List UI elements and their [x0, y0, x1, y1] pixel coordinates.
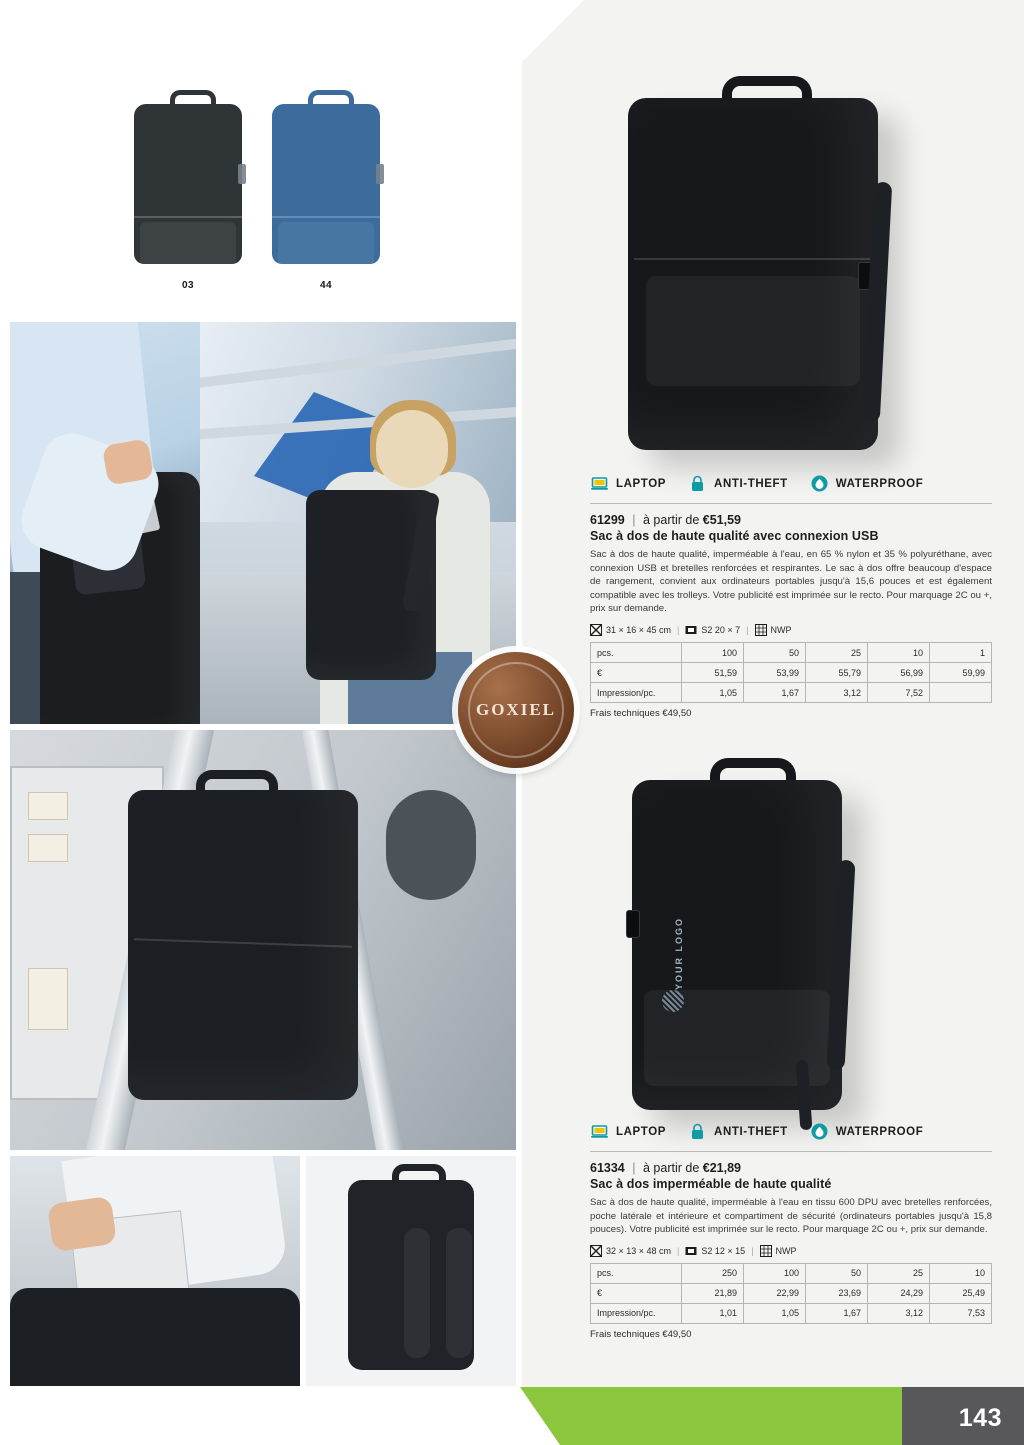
- logo-placeholder-mark: [662, 990, 684, 1012]
- spec-text: NWP: [775, 1245, 797, 1256]
- spec-material: [760, 1245, 797, 1257]
- spec-divider: |: [677, 625, 680, 636]
- swatch-backpack-03: [134, 90, 242, 265]
- feature-label: WATERPROOF: [835, 477, 924, 490]
- print-size-icon: [685, 1245, 697, 1257]
- pricing-table-61299: [590, 642, 992, 703]
- swatch-label-44: 44: [319, 280, 333, 291]
- cell: 25: [806, 643, 868, 663]
- feature-waterproof: [810, 1122, 924, 1141]
- photo-man-inserting-laptop: [10, 322, 200, 724]
- product-size-icon: [590, 1245, 602, 1257]
- spec-text: S2 12 × 15: [701, 1245, 746, 1256]
- divider: [590, 1151, 992, 1152]
- feature-label: LAPTOP: [616, 477, 667, 490]
- backpack-front-pocket: [646, 276, 860, 386]
- cell: 50: [806, 1263, 868, 1283]
- product-title: Sac à dos de haute qualité avec connexion USB: [590, 529, 879, 543]
- waterproof-droplet-icon: [810, 1122, 829, 1141]
- cell: 100: [682, 643, 744, 663]
- feature-anti-theft: [688, 474, 788, 493]
- product-code-line: [590, 513, 992, 527]
- spec-text: NWP: [770, 625, 792, 636]
- cell: 53,99: [744, 663, 806, 683]
- cell: 7,53: [930, 1303, 992, 1323]
- product-title: Sac à dos imperméable de haute qualité: [590, 1177, 832, 1191]
- separator: |: [632, 513, 636, 527]
- product-code: 61334: [590, 1161, 625, 1175]
- cell: 21,89: [682, 1283, 744, 1303]
- table-row: [591, 683, 992, 703]
- photo-detail-label: [28, 968, 68, 1030]
- photo-laptop-sliding-into-backpack: [10, 1156, 300, 1386]
- cell: 56,99: [868, 663, 930, 683]
- backpack-seam: [134, 216, 242, 218]
- material-icon: [760, 1245, 772, 1257]
- photo-detail-hand: [47, 1196, 117, 1252]
- spec-print-size: [685, 624, 740, 636]
- spec-divider: |: [751, 1245, 754, 1256]
- product-block-61299: [590, 474, 992, 719]
- cell: 7,52: [868, 683, 930, 703]
- spec-text: S2 20 × 7: [701, 625, 741, 636]
- waterproof-droplet-icon: [810, 474, 829, 493]
- spec-text: 31 × 16 × 45 cm: [606, 625, 672, 636]
- row-label: Impression/pc.: [591, 683, 682, 703]
- row-label: €: [591, 663, 682, 683]
- hero-image-61334: [600, 740, 980, 1140]
- anti-theft-lock-icon: [688, 1122, 707, 1141]
- goxiel-brand-badge: [458, 652, 574, 768]
- cell: 25: [868, 1263, 930, 1283]
- cell: 1,01: [682, 1303, 744, 1323]
- swatch-backpack-44: [272, 90, 380, 265]
- footer-green-bar: [0, 1387, 1024, 1445]
- product-description: Sac à dos de haute qualité, imperméable à l'eau, en 65 % nylon et 35 % polyuréthane, avec connexion USB et bretelles renforcées et respirantes. Le sac à dos offre beaucoup d'espace de rangement, convient aux ordinateurs portables jusqu'à 15,6 pouces et est également compatible avec les trolleys. Votre publicité est imprimée sur le recto. Pour marquage 2C ou +, prix sur demande.: [590, 549, 992, 615]
- photo-detail-shoulder-strap: [404, 1228, 430, 1358]
- table-row: [591, 643, 992, 663]
- price-from-value: €21,89: [702, 1161, 741, 1175]
- product-specs-row: [590, 624, 992, 636]
- spec-print-size: [685, 1245, 745, 1257]
- spec-product-size: [590, 1245, 671, 1257]
- row-label: €: [591, 1283, 682, 1303]
- product-specs-row: [590, 1245, 992, 1257]
- cell: 3,12: [806, 683, 868, 703]
- hero-image-61299: [600, 62, 980, 472]
- backpack-front-pocket: [278, 222, 374, 274]
- cell: 10: [868, 643, 930, 663]
- photo-detail-backpack: [10, 1288, 300, 1386]
- photo-detail-wheel: [386, 790, 476, 900]
- feature-label: WATERPROOF: [835, 1125, 924, 1138]
- cell: 1,67: [744, 683, 806, 703]
- price-from-label: à partir de: [642, 1161, 700, 1175]
- cell: 100: [744, 1263, 806, 1283]
- cell: 23,69: [806, 1283, 868, 1303]
- photo-detail-label: [28, 792, 68, 820]
- badge-inner-ring: [468, 662, 564, 758]
- cell: 10: [930, 1263, 992, 1283]
- product-size-icon: [590, 624, 602, 636]
- feature-anti-theft: [688, 1122, 788, 1141]
- colour-swatch-area: [120, 80, 420, 310]
- cell: 25,49: [930, 1283, 992, 1303]
- badge-text: GOXIEL: [475, 700, 557, 719]
- side-pocket-detail: [626, 910, 640, 938]
- row-label: pcs.: [591, 643, 682, 663]
- cell: 1,05: [744, 1303, 806, 1323]
- cell: 51,59: [682, 663, 744, 683]
- table-row: [591, 1283, 992, 1303]
- anti-theft-lock-icon: [688, 474, 707, 493]
- backpack-body: [134, 104, 242, 264]
- footer-white-wedge: [0, 1387, 560, 1445]
- cell: 59,99: [930, 663, 992, 683]
- cell: 250: [682, 1263, 744, 1283]
- print-size-icon: [685, 624, 697, 636]
- spec-text: 32 × 13 × 48 cm: [606, 1245, 672, 1256]
- laptop-icon: [590, 1122, 609, 1141]
- feature-row: [590, 1122, 992, 1141]
- cell: 50: [744, 643, 806, 663]
- backpack-seam: [272, 216, 380, 218]
- technical-fee-61334: Frais techniques €49,50: [590, 1328, 692, 1340]
- feature-laptop: [590, 1122, 666, 1141]
- cell: [930, 683, 992, 703]
- photo-detail-label: [28, 834, 68, 862]
- pricing-table-61334: [590, 1263, 992, 1324]
- photo-detail-backpack: [348, 1180, 474, 1370]
- feature-row: [590, 474, 992, 493]
- logo-placeholder-text: YOUR LOGO: [674, 916, 684, 990]
- product-block-61334: [590, 1122, 992, 1340]
- swatch-label-03: 03: [181, 280, 195, 291]
- price-from-value: €51,59: [702, 513, 741, 527]
- product-description: Sac à dos de haute qualité, imperméable à l'eau en tissu 600 DPU avec bretelles renforcées, poche latérale et intérieure et compartiment de sécurité (ordinateurs portables jusqu'à 15,8 pouces). Votre publicité est imprimée sur le recto. Pour marquage 2C ou +, prix sur demande.: [590, 1197, 992, 1236]
- page-number: 143: [958, 1404, 1002, 1432]
- technical-fee-61299: Frais techniques €49,50: [590, 708, 692, 720]
- feature-label: ANTI-THEFT: [714, 477, 788, 490]
- laptop-icon: [590, 474, 609, 493]
- table-row: [591, 663, 992, 683]
- backpack-front-pocket: [140, 222, 236, 274]
- divider: [590, 503, 992, 504]
- separator: |: [632, 1161, 636, 1175]
- product-code: 61299: [590, 513, 625, 527]
- cell: 55,79: [806, 663, 868, 683]
- photo-detail-shoulder-strap: [446, 1228, 472, 1358]
- table-row: [591, 1303, 992, 1323]
- backpack-side-nub: [376, 164, 384, 184]
- feature-label: ANTI-THEFT: [714, 1125, 788, 1138]
- feature-label: LAPTOP: [616, 1125, 667, 1138]
- table-row: [591, 1263, 992, 1283]
- material-icon: [755, 624, 767, 636]
- backpack-seam: [634, 258, 872, 260]
- price-from-label: à partir de: [642, 513, 700, 527]
- cell: 1,05: [682, 683, 744, 703]
- spec-divider: |: [677, 1245, 680, 1256]
- row-label: Impression/pc.: [591, 1303, 682, 1323]
- backpack-body: [628, 98, 878, 450]
- cell: 24,29: [868, 1283, 930, 1303]
- backpack-body: [272, 104, 380, 264]
- cell: 1,67: [806, 1303, 868, 1323]
- photo-backpack-in-aircraft-hold: [10, 730, 516, 1150]
- photo-woman-wearing-backpack: [200, 322, 516, 724]
- feature-waterproof: [810, 474, 924, 493]
- photo-detail-head: [376, 410, 448, 488]
- cell: 22,99: [744, 1283, 806, 1303]
- spec-product-size: [590, 624, 671, 636]
- cell: 1: [930, 643, 992, 663]
- cell: 3,12: [868, 1303, 930, 1323]
- photo-backpack-back-view: [306, 1156, 516, 1386]
- feature-laptop: [590, 474, 666, 493]
- row-label: pcs.: [591, 1263, 682, 1283]
- backpack-side-nub: [238, 164, 246, 184]
- spec-material: [755, 624, 792, 636]
- product-code-line: [590, 1161, 992, 1175]
- spec-divider: |: [746, 625, 749, 636]
